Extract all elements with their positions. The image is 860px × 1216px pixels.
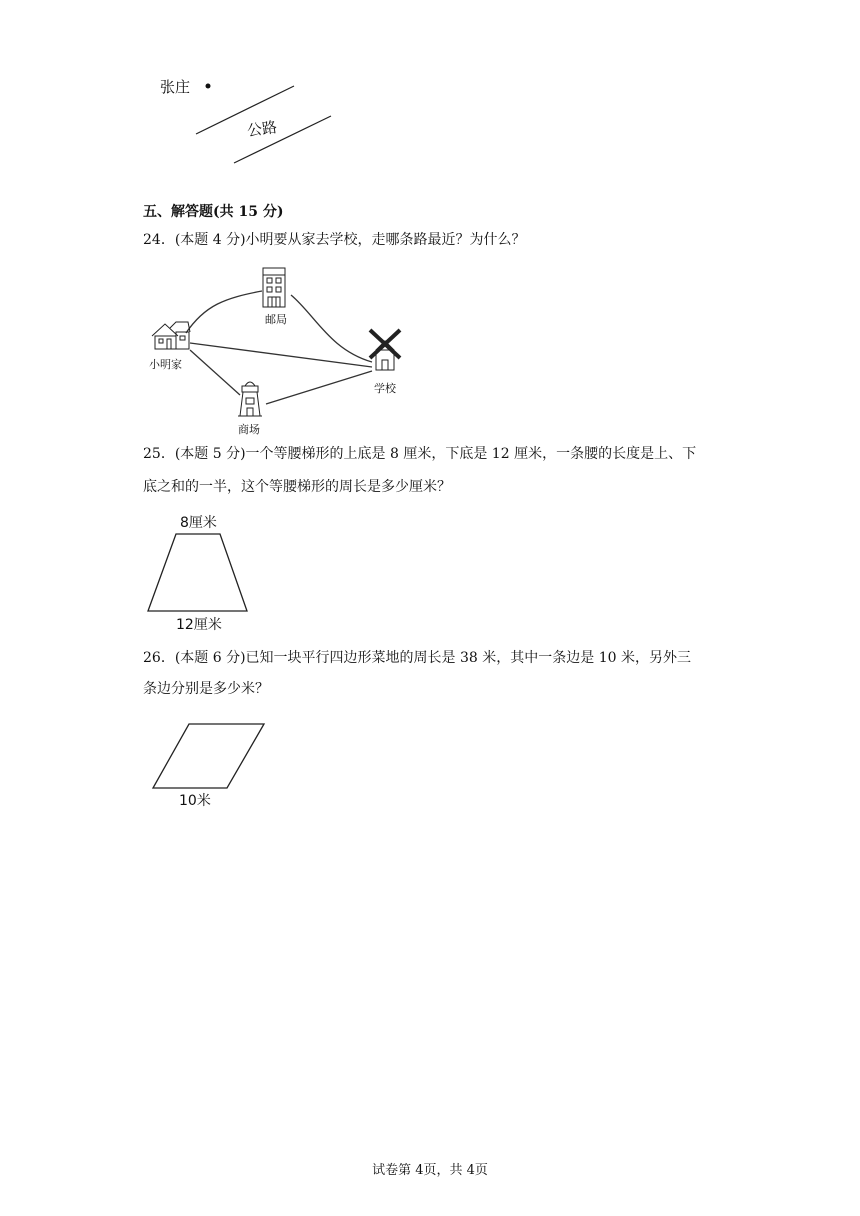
q24-text: 24．(本题 4 分)小明要从家去学校，走哪条路最近？为什么？ [143, 232, 526, 248]
page-footer: 试卷第 4页，共 4页 [372, 1163, 488, 1178]
road-label: 公路 [245, 117, 279, 141]
parallelogram-shape [153, 724, 264, 788]
section-title: 五、解答题(共 15 分) [143, 204, 284, 220]
q25-line1: 25．(本题 5 分)一个等腰梯形的上底是 8 厘米，下底是 12 厘米，一条腰的长度是上、下 [143, 446, 697, 462]
post-office-label: 邮局 [265, 313, 287, 326]
q26-line2: 条边分别是多少米？ [143, 681, 269, 697]
q25-line2: 底之和的一半，这个等腰梯形的周长是多少厘米？ [143, 479, 451, 495]
parallelogram-side-label: 10米 [179, 793, 211, 809]
q26-line1: 26．(本题 6 分)已知一块平行四边形菜地的周长是 38 米，其中一条边是 10 米，另外三 [143, 650, 691, 666]
school-label: 学校 [374, 382, 396, 395]
home-label: 小明家 [149, 358, 182, 371]
mall-label: 商场 [238, 423, 260, 436]
trapezoid-top-label: 8厘米 [180, 515, 217, 531]
village-label: 张庄 [160, 78, 191, 96]
trapezoid-bottom-label: 12厘米 [176, 617, 222, 633]
